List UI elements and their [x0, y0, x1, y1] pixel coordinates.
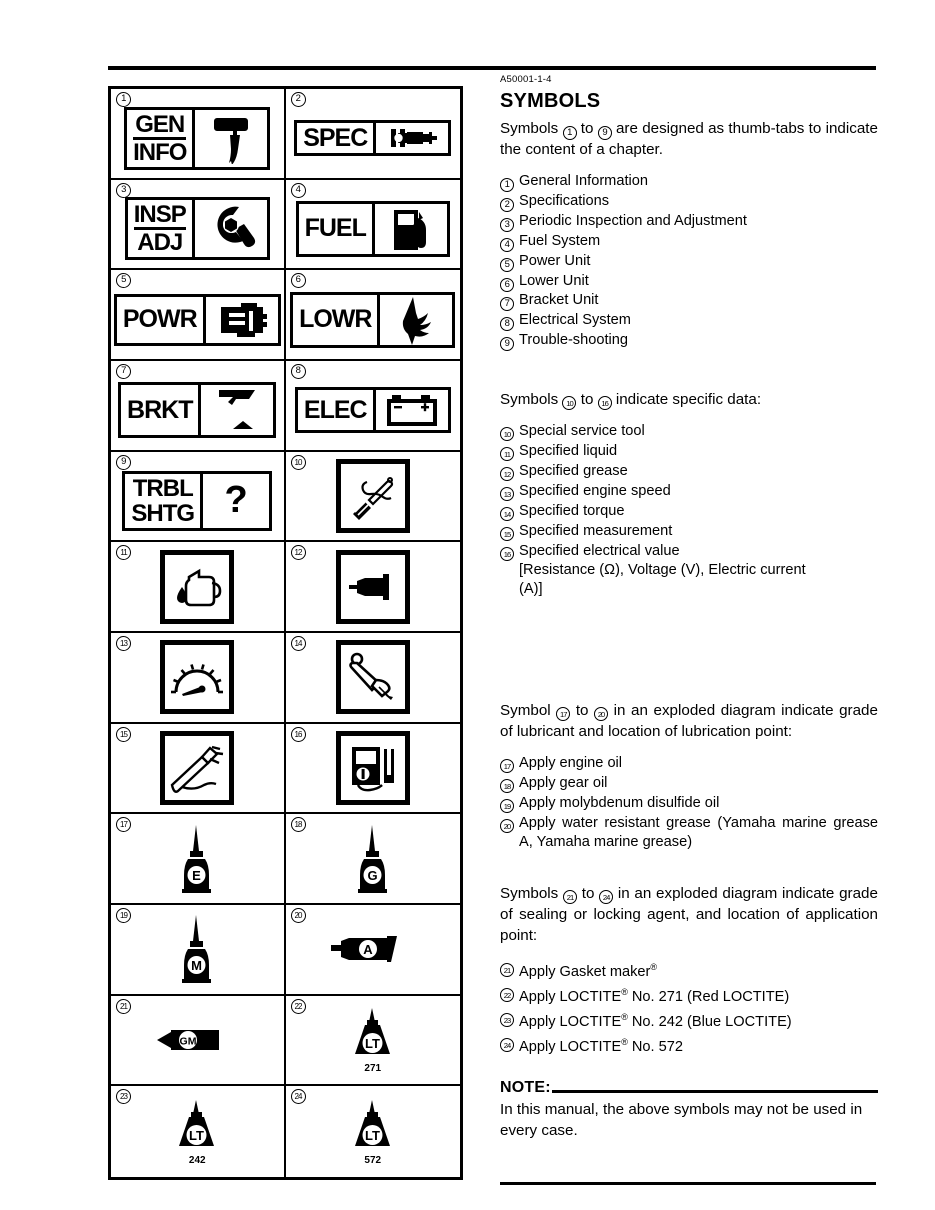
- bottle-letter: G: [367, 867, 378, 883]
- note-label: NOTE:: [500, 1078, 551, 1096]
- item-label: Apply molybdenum disulfide oil: [519, 795, 720, 812]
- symbol-number-7: 7: [116, 364, 131, 379]
- item-number: 17: [500, 754, 519, 773]
- intro-to-number: 20: [594, 707, 608, 721]
- symbol-cell-8: [286, 361, 461, 452]
- thumb-tab-line1: ELEC: [303, 395, 367, 424]
- item-label: Specifications: [519, 192, 610, 209]
- symbol-cell-16: [286, 724, 461, 815]
- loctite-grade-caption: 271: [364, 1062, 382, 1074]
- item-number: 7: [500, 291, 519, 310]
- item-label: Lower Unit: [519, 272, 589, 289]
- item-label: Periodic Inspection and Adjustment: [519, 212, 747, 229]
- text-column: [500, 74, 878, 1141]
- intro-to-number: 9: [598, 126, 612, 140]
- engine-oil-bottle-icon: [170, 823, 224, 895]
- lubricant-intro: [500, 700, 878, 742]
- item-number: 8: [500, 311, 519, 330]
- item-label: [519, 983, 878, 1007]
- thumb-tab-label: [127, 110, 195, 167]
- sealing-intro: [500, 883, 878, 946]
- list-item: [500, 232, 878, 251]
- chapter-list: [500, 172, 878, 351]
- symbol-number-11: 11: [116, 545, 131, 560]
- molybdenum-oil-bottle-icon: [170, 913, 224, 985]
- tube-letter: GM: [179, 1035, 197, 1048]
- lubricant-list: [500, 754, 878, 853]
- item-number: 10: [500, 422, 519, 441]
- item-label: [519, 1008, 878, 1032]
- item-label: Specified torque: [519, 502, 625, 519]
- list-item: [500, 794, 878, 813]
- item-label: Apply engine oil: [519, 755, 623, 772]
- list-item: [500, 422, 878, 441]
- list-item: [500, 774, 878, 793]
- loctite-grade-caption: 242: [188, 1154, 206, 1166]
- loctite-grade-caption: 572: [364, 1154, 382, 1166]
- item-label: Apply gear oil: [519, 775, 608, 792]
- item-number: 22: [500, 983, 519, 1002]
- item-label-main: Apply LOCTITE: [519, 1038, 622, 1055]
- symbol-number-24: 24: [291, 1089, 306, 1104]
- intro-to-word: to: [580, 391, 594, 409]
- section-spacer: [500, 600, 878, 700]
- item-label: Special service tool: [519, 423, 645, 440]
- thumb-tab-label: [125, 474, 203, 528]
- question-mark-icon: ?: [224, 479, 248, 522]
- special-service-tool-icon: [336, 459, 410, 533]
- tachometer-icon: [160, 640, 234, 714]
- list-item: [500, 252, 878, 271]
- item-label: Fuel System: [519, 232, 601, 249]
- symbol-cell-21: [111, 996, 286, 1087]
- intro-to-word: to: [575, 702, 589, 720]
- section-spacer: [500, 351, 878, 389]
- item-label-tail: No. 242 (Blue LOCTITE): [627, 1013, 792, 1030]
- item-label: Trouble-shooting: [519, 332, 628, 349]
- thumb-tab-line1: GEN: [133, 112, 186, 140]
- note-rule: [552, 1090, 878, 1093]
- thumb-tab-label: [117, 297, 206, 343]
- item-number: 9: [500, 331, 519, 350]
- thumb-tab-gen-info: [124, 107, 270, 170]
- intro-from-number: 10: [562, 396, 576, 410]
- symbol-number-15: 15: [116, 727, 131, 742]
- registered-mark: ®: [621, 987, 628, 998]
- symbol-number-1: 1: [116, 92, 131, 107]
- list-item: [500, 1033, 878, 1057]
- list-item: [500, 172, 878, 191]
- item-number: 6: [500, 272, 519, 291]
- item-number: 15: [500, 522, 519, 541]
- symbol-number-8: 8: [291, 364, 306, 379]
- symbol-cell-3: [111, 180, 286, 271]
- item-number: 11: [500, 442, 519, 461]
- symbol-number-17: 17: [116, 817, 131, 832]
- thumb-tab-line2: SHTG: [131, 499, 195, 527]
- intro-to-number: 16: [598, 396, 612, 410]
- grease-gun-icon: [336, 550, 410, 624]
- item-number: 12: [500, 462, 519, 481]
- item-label: Bracket Unit: [519, 292, 599, 309]
- footer-rule: [500, 1182, 876, 1185]
- item-label-tail: No. 572: [627, 1038, 683, 1055]
- symbol-grid: [108, 86, 463, 1180]
- item-number: 21: [500, 958, 519, 977]
- symbol-number-5: 5: [116, 273, 131, 288]
- symbol-number-4: 4: [291, 183, 306, 198]
- list-item: [500, 814, 878, 853]
- thumb-tab-line1: BRKT: [127, 395, 193, 424]
- battery-icon: [376, 390, 448, 430]
- item-label-main: Specified electrical value: [519, 542, 680, 559]
- list-item: [500, 754, 878, 773]
- thumb-tab-label: [299, 204, 375, 254]
- item-number: 13: [500, 482, 519, 501]
- list-item: [500, 542, 878, 600]
- symbol-number-23: 23: [116, 1089, 131, 1104]
- thumb-tab-spec: [294, 120, 451, 156]
- loctite-bottle-icon-271: [343, 1006, 403, 1074]
- item-label: General Information: [519, 173, 648, 189]
- thumb-tab-label: [298, 390, 376, 430]
- item-label: Specified measurement: [519, 522, 673, 539]
- thumb-tab-line1: LOWR: [299, 305, 372, 334]
- thumb-tab-line2: ADJ: [137, 229, 183, 257]
- item-label-main: Apply LOCTITE: [519, 1013, 622, 1030]
- symbol-cell-4: [286, 180, 461, 271]
- symbol-cell-9: [111, 452, 286, 543]
- symbol-number-20: 20: [291, 908, 306, 923]
- item-label: [519, 542, 878, 600]
- item-number: 19: [500, 794, 519, 813]
- symbol-cell-20: [286, 905, 461, 996]
- item-label-main: Apply Gasket maker: [519, 964, 651, 981]
- symbol-cell-13: [111, 633, 286, 724]
- bottle-letter: LT: [364, 1127, 380, 1143]
- micrometer-icon: [376, 123, 448, 153]
- list-item: [500, 311, 878, 330]
- fuel-pump-icon: [375, 204, 447, 254]
- item-number: 16: [500, 542, 519, 561]
- thumb-tab-brkt: [118, 382, 276, 438]
- symbol-number-16: 16: [291, 727, 306, 742]
- symbol-cell-7: [111, 361, 286, 452]
- registered-mark: ®: [650, 962, 658, 973]
- item-label: Power Unit: [519, 252, 591, 269]
- symbol-cell-5: [111, 270, 286, 361]
- thumb-tab-line1: TRBL: [132, 474, 193, 502]
- symbol-cell-24: [286, 1086, 461, 1177]
- symbol-number-2: 2: [291, 92, 306, 107]
- item-number: 23: [500, 1008, 519, 1027]
- item-label: Specified grease: [519, 462, 628, 479]
- symbol-number-9: 9: [116, 455, 131, 470]
- loctite-bottle-icon-572: [343, 1098, 403, 1166]
- thumb-tab-line1: POWR: [122, 305, 197, 334]
- symbol-number-22: 22: [291, 999, 306, 1014]
- thumb-tab-fuel: [296, 201, 450, 257]
- list-item: [500, 482, 878, 501]
- thumb-tab-label: [297, 123, 376, 153]
- wrench-icon: [195, 200, 267, 257]
- item-label-tail: No. 271 (Red LOCTITE): [627, 988, 790, 1005]
- intro-text-after: in an exploded diagram indicate grade of sealing or locking agent, and location of application point:: [500, 885, 878, 945]
- thumb-tab-label: [128, 200, 195, 257]
- list-item: [500, 442, 878, 461]
- thumb-tab-line1: FUEL: [304, 214, 366, 243]
- item-label: Apply water resistant grease (Yamaha marine grease A, Yamaha marine grease): [519, 815, 878, 851]
- item-label-main: Apply LOCTITE: [519, 988, 622, 1005]
- intro-text-after: in an exploded diagram indicate grade of lubricant and location of lubrication point:: [500, 702, 878, 741]
- header-rule: [108, 66, 876, 70]
- symbol-number-19: 19: [116, 908, 131, 923]
- intro-from-number: 17: [556, 707, 570, 721]
- item-number: 20: [500, 814, 519, 833]
- intro-text-after: indicate specific data:: [615, 391, 762, 409]
- page-title: SYMBOLS: [500, 90, 601, 112]
- item-label: [519, 1033, 878, 1057]
- item-number: 5: [500, 252, 519, 271]
- vernier-caliper-icon: [160, 731, 234, 805]
- symbol-cell-12: [286, 542, 461, 633]
- item-number: 1: [500, 172, 519, 191]
- thumb-tab-trbl-shtg: [122, 471, 272, 531]
- list-item: [500, 331, 878, 350]
- thumb-tab-line1: SPEC: [303, 123, 368, 152]
- list-item: [500, 1008, 878, 1032]
- engine-block-icon: [206, 297, 278, 343]
- symbol-number-10: 10: [291, 455, 306, 470]
- intro-to-word: to: [581, 885, 595, 903]
- intro-to-word: to: [580, 120, 594, 137]
- list-item: [500, 212, 878, 231]
- multimeter-icon: [336, 731, 410, 805]
- intro-to-number: 24: [599, 890, 613, 904]
- symbol-cell-17: [111, 814, 286, 905]
- oil-can-icon: [160, 550, 234, 624]
- gasket-maker-tube-icon: [151, 1022, 243, 1058]
- specific-data-intro: [500, 389, 878, 410]
- bottle-letter: LT: [189, 1127, 205, 1143]
- item-number: 4: [500, 232, 519, 251]
- list-item: [500, 522, 878, 541]
- item-label: Specified liquid: [519, 443, 618, 460]
- symbol-cell-22: [286, 996, 461, 1087]
- symbol-cell-23: [111, 1086, 286, 1177]
- symbol-cell-11: [111, 542, 286, 633]
- intro-text-after: are designed as thumb-tabs to indicate the content of a chapter.: [500, 120, 878, 158]
- intro-paragraph: [500, 118, 878, 160]
- symbol-cell-10: [286, 452, 461, 543]
- symbol-cell-14: [286, 633, 461, 724]
- thumb-tab-line2: INFO: [133, 138, 187, 166]
- thumb-tab-insp-adj: [125, 197, 270, 260]
- intro-text-before: Symbol: [500, 702, 551, 720]
- thumb-tab-line1: INSP: [133, 201, 186, 229]
- symbol-number-13: 13: [116, 636, 131, 651]
- item-number: 18: [500, 774, 519, 793]
- symbol-cell-1: [111, 89, 286, 180]
- symbol-number-14: 14: [291, 636, 306, 651]
- loctite-bottle-icon-242: [167, 1098, 227, 1166]
- symbol-number-12: 12: [291, 545, 306, 560]
- lower-unit-icon: [380, 295, 452, 345]
- intro-text-before: Symbols: [500, 885, 559, 903]
- thumb-tab-label: [293, 295, 380, 345]
- intro-text-before: Symbols: [500, 120, 559, 137]
- thumb-tab-lowr: [290, 292, 455, 348]
- list-item: [500, 272, 878, 291]
- list-item: [500, 983, 878, 1007]
- torque-wrench-icon: [336, 640, 410, 714]
- list-item: [500, 192, 878, 211]
- document-code: A50001-1-4: [500, 74, 552, 85]
- item-number: 2: [500, 192, 519, 211]
- list-item: [500, 502, 878, 521]
- item-label: Specified engine speed: [519, 482, 671, 499]
- note-header: [500, 1079, 878, 1097]
- intro-text-before: Symbols: [500, 391, 559, 409]
- symbol-number-6: 6: [291, 273, 306, 288]
- symbol-cell-2: [286, 89, 461, 180]
- item-label-sub1: [Resistance (Ω), Voltage (V), Electric current: [519, 562, 806, 578]
- bottle-letter: LT: [364, 1035, 380, 1051]
- symbol-number-18: 18: [291, 817, 306, 832]
- symbol-cell-19: [111, 905, 286, 996]
- symbol-cell-15: [111, 724, 286, 815]
- item-number: 14: [500, 502, 519, 521]
- tube-letter: A: [363, 942, 373, 958]
- marine-grease-tube-icon: [327, 929, 419, 969]
- item-label-sub2: (A)]: [519, 581, 543, 598]
- list-item: [500, 958, 878, 982]
- symbol-cell-18: [286, 814, 461, 905]
- registered-mark: ®: [621, 1036, 628, 1047]
- bottle-letter: M: [191, 958, 203, 974]
- thumb-tab-powr: [114, 294, 281, 346]
- registered-mark: ®: [621, 1011, 628, 1022]
- item-label: [519, 958, 878, 982]
- bracket-icon: [201, 385, 273, 435]
- symbol-cell-6: [286, 270, 461, 361]
- list-item: [500, 462, 878, 481]
- note-body: In this manual, the above symbols may not be used in every case.: [500, 1100, 863, 1139]
- specific-data-list: [500, 422, 878, 600]
- item-number: 24: [500, 1033, 519, 1052]
- thumb-tab-label: [121, 385, 201, 435]
- symbol-number-21: 21: [116, 999, 131, 1014]
- bottle-letter: E: [192, 867, 202, 883]
- list-item: [500, 291, 878, 310]
- intro-from-number: 21: [563, 890, 577, 904]
- item-label: Electrical System: [519, 312, 631, 329]
- thumb-tab-elec: [295, 387, 451, 433]
- symbol-number-3: 3: [116, 183, 131, 198]
- item-number: 3: [500, 212, 519, 231]
- outboard-motor-icon: [195, 110, 267, 167]
- intro-from-number: 1: [563, 126, 577, 140]
- gear-oil-bottle-icon: [346, 823, 400, 895]
- section-spacer: [500, 853, 878, 883]
- sealing-list: [500, 958, 878, 1057]
